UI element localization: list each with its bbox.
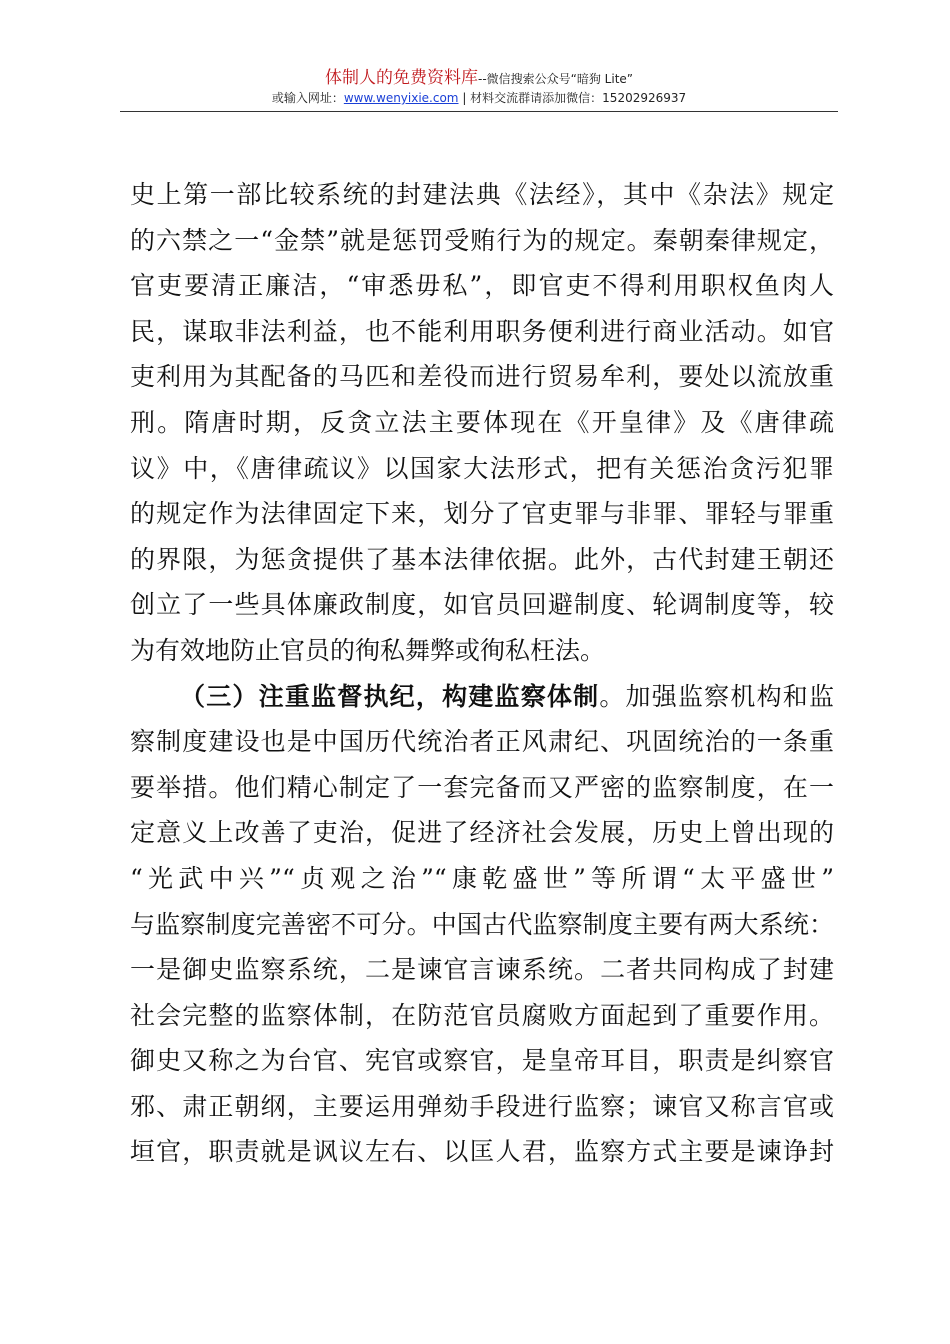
section-line: 垣官，职责就是讽议左右、以匡人君，监察方式主要是谏诤封 <box>130 1137 834 1167</box>
body-line: 史上第一部比较系统的封建法典《法经》，其中《杂法》规定 <box>130 180 834 209</box>
header-url-prefix: 或输入网址： <box>271 91 344 105</box>
header-website-link[interactable]: www.wenyixie.com <box>343 91 459 105</box>
body-line: 议》中，《唐律疏议》以国家大法形式，把有关惩治贪污犯罪 <box>130 453 834 483</box>
header-tagline: --微信搜索公众号“暗狗 Lite” <box>477 72 634 86</box>
body-line: 创立了一些具体廉政制度，如官员回避制度、轮调制度等，较 <box>130 590 834 620</box>
section-line: 社会完整的监察体制，在防范官员腐败方面起到了重要作用。 <box>130 1000 834 1030</box>
header-brand: 体制人的免费资料库 <box>324 68 478 88</box>
body-line: 官吏要清正廉洁，“审悉毋私”，即官吏不得利用职权鱼肉人 <box>130 271 834 301</box>
section-first-line <box>130 674 834 720</box>
body-line: 的界限，为惩贪提供了基本法律依据。此外，古代封建王朝还 <box>130 544 834 574</box>
body-line: 为有效地防止官员的徇私舞弊或徇私枉法。 <box>130 635 606 665</box>
header-contact-suffix: | 材料交流群请添加微信：15202926937 <box>458 91 687 105</box>
section-line: 邪、肃正朝纲，主要运用弹劾手段进行监察；谏官又称言官或 <box>130 1091 834 1121</box>
page-header <box>120 58 838 112</box>
body-line: 的六禁之一“金禁”就是惩罚受贿行为的规定。秦朝秦律规定， <box>130 225 834 255</box>
section-heading: （三）注重监督执纪，构建监察体制 <box>180 681 600 711</box>
body-line: 的规定作为法律固定下来，划分了官吏罪与非罪、罪轻与罪重 <box>130 499 834 529</box>
section-line: 御史又称之为台官、宪官或察官，是皇帝耳目，职责是纠察官 <box>130 1046 834 1076</box>
body-line: 吏利用为其配备的马匹和差役而进行贸易牟利，要处以流放重 <box>130 362 834 392</box>
section-line: “光武中兴”“贞观之治”“康乾盛世”等所谓“太平盛世” <box>130 863 834 893</box>
section-line: 与监察制度完善密不可分。中国古代监察制度主要有两大系统： <box>130 909 834 939</box>
document-body <box>130 172 834 1175</box>
section-line: 察制度建设也是中国历代统治者正风肃纪、巩固统治的一条重 <box>130 727 834 757</box>
body-line: 民，谋取非法利益，也不能利用职务便利进行商业活动。如官 <box>130 316 834 346</box>
section-line: 定意义上改善了吏治，促进了经济社会发展，历史上曾出现的 <box>130 818 834 848</box>
section-line: 要举措。他们精心制定了一套完备而又严密的监察制度，在一 <box>130 772 834 802</box>
header-title-line <box>120 68 838 89</box>
section-line: 一是御史监察系统，二是谏官言谏系统。二者共同构成了封建 <box>130 955 834 985</box>
header-contact-line <box>120 90 838 107</box>
body-line: 刑。隋唐时期，反贪立法主要体现在《开皇律》及《唐律疏 <box>130 407 834 437</box>
section-first-line-tail: 。加强监察机构和监 <box>599 681 834 711</box>
